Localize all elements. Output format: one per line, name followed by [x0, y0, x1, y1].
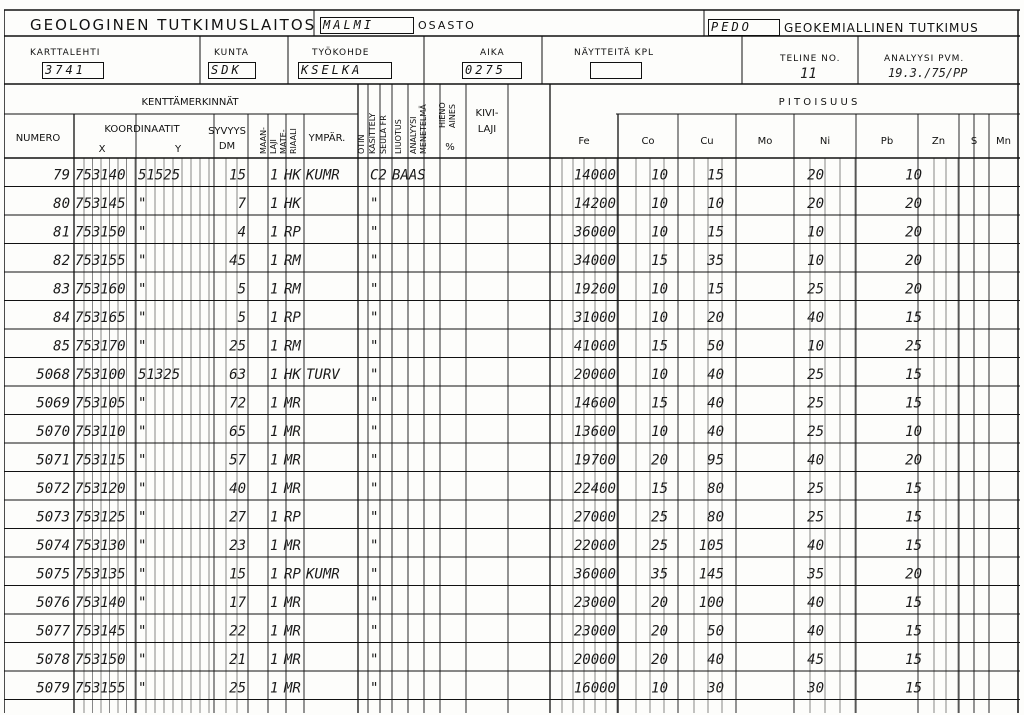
row-17-soil: 1 [270, 623, 279, 640]
analysis-date-value: 19.3./75/PP [888, 66, 968, 80]
row-17-x: 753145 [75, 623, 126, 640]
row-6-zn: 15 [905, 310, 922, 326]
row-12-x: 753120 [75, 481, 126, 497]
row-18-number: 5078 [36, 652, 70, 668]
work-site-label: TYÖKOHDE [312, 48, 370, 58]
row-6-sampler: " [370, 310, 379, 326]
row-10-number: 5070 [36, 424, 70, 440]
row-9-y: " [138, 395, 147, 412]
row-15-cu: 145 [698, 566, 724, 583]
row-17-y: " [138, 623, 147, 640]
geochemistry-form [4, 8, 1020, 713]
row-16-x: 753140 [75, 595, 126, 611]
row-5-sampler: " [370, 281, 379, 298]
row-1-cu: 15 [707, 167, 724, 184]
row-11-fe: 19700 [573, 452, 616, 469]
row-19-material: MR [284, 680, 301, 697]
row-12-soil: 1 [270, 481, 279, 497]
row-1-fe: 14000 [573, 167, 616, 184]
row-11-cu: 95 [707, 452, 724, 469]
row-5-x: 753160 [75, 281, 126, 298]
row-4-soil: 1 [270, 253, 279, 269]
row-3-y: " [138, 224, 147, 241]
sieve-header: SEULA FR [379, 115, 388, 154]
row-4-ni: 10 [807, 253, 824, 269]
row-13-soil: 1 [270, 509, 279, 526]
treatment-header: KÄSITTELY [368, 113, 377, 154]
element-header-fe: Fe [578, 136, 590, 147]
row-5-cu: 15 [707, 281, 724, 298]
row-12-number: 5072 [36, 481, 70, 497]
row-16-ni: 40 [807, 595, 824, 611]
row-6-fe: 31000 [573, 310, 616, 326]
fine-header-2: AINES [448, 104, 457, 128]
time-value: 0275 [462, 62, 522, 79]
row-18-sampler: " [370, 652, 379, 668]
row-10-material: MR [284, 424, 301, 440]
row-7-ni: 10 [807, 338, 824, 355]
element-header-ni: Ni [819, 136, 831, 147]
sampler-header: OTIN [357, 134, 366, 154]
analysis-header: ANALYYSI [409, 116, 418, 154]
row-12-material: MR [284, 481, 301, 497]
row-14-fe: 22000 [573, 538, 616, 554]
row-8-soil: 1 [270, 367, 279, 383]
row-1-treatment: BAAS [392, 167, 426, 184]
row-9-ni: 25 [807, 395, 824, 412]
row-7-co: 15 [651, 338, 668, 355]
row-9-material: MR [284, 395, 301, 412]
row-14-zn: 15 [905, 538, 922, 554]
row-5-material: RM [284, 281, 301, 298]
dissolution-header: LIUOTUS [394, 119, 403, 154]
depth-unit-header: DM [218, 141, 236, 152]
row-10-zn: 10 [905, 424, 922, 440]
time-label: AIKA [480, 48, 505, 58]
row-16-soil: 1 [270, 595, 279, 611]
row-19-y: " [138, 680, 147, 697]
row-5-y: " [138, 281, 147, 298]
row-7-fe: 41000 [573, 338, 616, 355]
row-12-cu: 80 [707, 481, 724, 497]
row-8-depth: 63 [229, 367, 246, 383]
row-16-depth: 17 [229, 595, 246, 611]
row-17-number: 5077 [36, 623, 70, 640]
row-9-depth: 72 [229, 395, 246, 412]
row-10-cu: 40 [707, 424, 724, 440]
row-12-y: " [138, 481, 147, 497]
row-18-material: MR [284, 652, 301, 668]
fine-header: HIENO [438, 102, 447, 128]
row-5-soil: 1 [270, 281, 279, 298]
row-6-co: 10 [651, 310, 668, 326]
element-header-mo: Mo [757, 136, 773, 147]
row-14-sampler: " [370, 538, 379, 554]
row-11-material: MR [284, 452, 301, 469]
row-10-ni: 25 [807, 424, 824, 440]
row-2-sampler: " [370, 196, 379, 212]
row-19-soil: 1 [270, 680, 279, 697]
row-17-ni: 40 [807, 623, 824, 640]
row-11-soil: 1 [270, 452, 279, 469]
row-12-sampler: " [370, 481, 379, 497]
number-header: NUMERO [15, 133, 61, 144]
row-15-fe: 36000 [573, 566, 616, 583]
row-9-fe: 14600 [573, 395, 616, 412]
row-12-depth: 40 [229, 481, 246, 497]
element-header-mn: Mn [996, 136, 1011, 147]
analysis-header-2: MENETELMÄ [419, 104, 428, 154]
row-19-cu: 30 [707, 680, 724, 697]
row-3-sampler: " [370, 224, 379, 241]
row-2-x: 753145 [75, 196, 126, 212]
row-13-co: 25 [651, 509, 668, 526]
row-17-zn: 15 [905, 623, 922, 640]
row-10-soil: 1 [270, 424, 279, 440]
row-7-soil: 1 [270, 338, 279, 355]
row-9-zn: 15 [905, 395, 922, 412]
rack-label: TELINE NO. [780, 54, 841, 64]
row-1-depth: 15 [229, 167, 246, 184]
row-8-ni: 25 [807, 367, 824, 383]
environment-header: YMPÄR. [308, 133, 346, 144]
row-13-ni: 25 [807, 509, 824, 526]
row-13-number: 5073 [36, 509, 70, 526]
row-15-ni: 35 [807, 566, 824, 583]
row-13-y: " [138, 509, 147, 526]
row-4-y: " [138, 253, 147, 269]
row-13-material: RP [284, 509, 301, 526]
row-8-fe: 20000 [573, 367, 616, 383]
row-16-material: MR [284, 595, 301, 611]
map-sheet-label: KARTTALEHTI [30, 48, 101, 58]
depth-header: SYVYYS [208, 126, 246, 137]
institute-title: GEOLOGINEN TUTKIMUSLAITOS [30, 16, 317, 34]
row-13-zn: 15 [905, 509, 922, 526]
row-18-cu: 40 [707, 652, 724, 668]
row-2-soil: 1 [270, 196, 279, 212]
concentrations-header: P I T O I S U U S [778, 97, 858, 108]
row-8-cu: 40 [707, 367, 724, 383]
row-11-depth: 57 [229, 452, 246, 469]
row-3-ni: 10 [807, 224, 824, 241]
row-15-co: 35 [651, 566, 668, 583]
row-11-x: 753115 [75, 452, 126, 469]
row-3-co: 10 [651, 224, 668, 241]
row-7-zn: 25 [905, 338, 922, 355]
soil-header-2: LAJI [269, 139, 278, 154]
coordinates-header: KOORDINAATIT [104, 124, 180, 135]
row-10-depth: 65 [229, 424, 246, 440]
rock-header: KIVI- [475, 108, 499, 119]
row-4-sampler: " [370, 253, 379, 269]
row-8-x: 753100 [75, 367, 126, 383]
row-18-y: " [138, 652, 147, 668]
row-2-ni: 20 [807, 196, 824, 212]
analysis-date-label: ANALYYSI PVM. [884, 54, 965, 64]
row-15-sampler: " [370, 566, 379, 583]
municipality-label: KUNTA [214, 48, 249, 58]
map-sheet-value: 3741 [42, 62, 104, 79]
row-15-zn: 20 [905, 566, 922, 583]
row-4-depth: 45 [229, 253, 246, 269]
row-19-x: 753155 [75, 680, 126, 697]
row-19-sampler: " [370, 680, 379, 697]
row-7-depth: 25 [229, 338, 246, 355]
row-7-number: 85 [53, 338, 70, 355]
material-header-2: RIAALI [289, 128, 298, 154]
row-13-depth: 27 [229, 509, 246, 526]
row-17-fe: 23000 [573, 623, 616, 640]
row-1-co: 10 [651, 167, 668, 184]
rack-value: 11 [800, 66, 817, 82]
row-5-number: 83 [53, 281, 70, 298]
row-1-zn: 10 [905, 167, 922, 184]
row-11-co: 20 [651, 452, 668, 469]
row-14-soil: 1 [270, 538, 279, 554]
row-16-co: 20 [651, 595, 668, 611]
row-9-sampler: " [370, 395, 379, 412]
row-17-material: MR [284, 623, 301, 640]
row-11-zn: 20 [905, 452, 922, 469]
row-9-number: 5069 [36, 395, 70, 412]
row-6-cu: 20 [707, 310, 724, 326]
row-11-number: 5071 [36, 452, 70, 469]
row-5-co: 10 [651, 281, 668, 298]
row-2-zn: 20 [905, 196, 922, 212]
element-header-s: S [970, 136, 978, 147]
row-4-zn: 20 [905, 253, 922, 269]
municipality-value: SDK [208, 62, 256, 79]
row-3-fe: 36000 [573, 224, 616, 241]
row-3-number: 81 [53, 224, 70, 241]
row-19-number: 5079 [36, 680, 70, 697]
row-13-sampler: " [370, 509, 379, 526]
row-1-environment: KUMR [306, 167, 340, 184]
row-19-depth: 25 [229, 680, 246, 697]
row-15-x: 753135 [75, 566, 126, 583]
row-11-sampler: " [370, 452, 379, 469]
row-18-fe: 20000 [573, 652, 616, 668]
row-4-co: 15 [651, 253, 668, 269]
row-2-y: " [138, 196, 147, 212]
department-box: MALMI [320, 17, 414, 34]
row-18-co: 20 [651, 652, 668, 668]
row-1-ni: 20 [807, 167, 824, 184]
soil-header: MAAN- [259, 127, 268, 154]
element-header-pb: Pb [880, 136, 894, 147]
row-10-x: 753110 [75, 424, 126, 440]
row-2-depth: 7 [237, 196, 246, 212]
geochem-box: PEDO [708, 19, 780, 36]
element-header-zn: Zn [931, 136, 946, 147]
row-12-fe: 22400 [573, 481, 616, 497]
row-2-co: 10 [651, 196, 668, 212]
row-7-material: RM [284, 338, 301, 355]
geochem-label: GEOKEMIALLINEN TUTKIMUS [784, 21, 979, 35]
row-5-ni: 25 [807, 281, 824, 298]
row-15-environment: KUMR [306, 566, 340, 583]
row-1-material: HK [284, 167, 301, 184]
row-16-cu: 100 [698, 595, 724, 611]
element-header-co: Co [641, 136, 655, 147]
row-2-cu: 10 [707, 196, 724, 212]
row-10-fe: 13600 [573, 424, 616, 440]
row-3-material: RP [284, 224, 301, 241]
row-6-x: 753165 [75, 310, 126, 326]
row-18-depth: 21 [229, 652, 246, 668]
row-1-x: 753140 [75, 167, 126, 184]
y-header: Y [174, 144, 182, 155]
row-17-co: 20 [651, 623, 668, 640]
row-1-number: 79 [53, 167, 70, 184]
row-16-y: " [138, 595, 147, 611]
row-4-cu: 35 [707, 253, 724, 269]
row-7-sampler: " [370, 338, 379, 355]
row-15-depth: 15 [229, 566, 246, 583]
row-16-number: 5076 [36, 595, 70, 611]
row-15-soil: 1 [270, 566, 279, 583]
row-7-x: 753170 [75, 338, 126, 355]
row-5-depth: 5 [237, 281, 246, 298]
row-10-co: 10 [651, 424, 668, 440]
row-13-cu: 80 [707, 509, 724, 526]
row-1-sampler: C2 [370, 167, 387, 184]
department-label: OSASTO [418, 19, 476, 32]
x-header: X [98, 144, 106, 155]
row-16-zn: 15 [905, 595, 922, 611]
row-16-fe: 23000 [573, 595, 616, 611]
samples-label: NÄYTTEITÄ KPL [574, 48, 655, 58]
row-8-y: 51325 [138, 367, 181, 383]
row-19-co: 10 [651, 680, 668, 697]
row-4-fe: 34000 [573, 253, 616, 269]
row-17-depth: 22 [229, 623, 246, 640]
row-6-y: " [138, 310, 147, 326]
row-8-co: 10 [651, 367, 668, 383]
row-9-cu: 40 [707, 395, 724, 412]
row-2-number: 80 [53, 196, 70, 212]
row-14-ni: 40 [807, 538, 824, 554]
row-6-soil: 1 [270, 310, 279, 326]
row-8-number: 5068 [36, 367, 70, 383]
row-3-soil: 1 [270, 224, 279, 241]
row-10-sampler: " [370, 424, 379, 440]
row-11-ni: 40 [807, 452, 824, 469]
data-table [4, 8, 1020, 713]
row-6-material: RP [284, 310, 301, 326]
work-site-value: KSELKA [298, 62, 392, 79]
row-14-number: 5074 [36, 538, 70, 554]
row-4-number: 82 [53, 253, 70, 269]
percent-header: % [445, 142, 455, 153]
row-13-x: 753125 [75, 509, 126, 526]
row-12-co: 15 [651, 481, 668, 497]
row-8-sampler: " [370, 367, 379, 383]
row-19-fe: 16000 [573, 680, 616, 697]
row-3-zn: 20 [905, 224, 922, 241]
row-4-x: 753155 [75, 253, 126, 269]
row-5-zn: 20 [905, 281, 922, 298]
row-1-y: 51525 [138, 167, 181, 184]
row-4-material: RM [284, 253, 301, 269]
row-8-zn: 15 [905, 367, 922, 383]
row-14-y: " [138, 538, 147, 554]
row-15-number: 5075 [36, 566, 70, 583]
row-8-material: HK [284, 367, 301, 383]
row-3-x: 753150 [75, 224, 126, 241]
row-14-depth: 23 [229, 538, 246, 554]
row-8-environment: TURV [306, 367, 340, 383]
row-15-material: RP [284, 566, 301, 583]
row-18-x: 753150 [75, 652, 126, 668]
row-6-number: 84 [53, 310, 70, 326]
row-3-cu: 15 [707, 224, 724, 241]
row-12-zn: 15 [905, 481, 922, 497]
row-13-fe: 27000 [573, 509, 616, 526]
row-10-y: " [138, 424, 147, 440]
row-12-ni: 25 [807, 481, 824, 497]
row-18-zn: 15 [905, 652, 922, 668]
row-18-soil: 1 [270, 652, 279, 668]
material-header: MATE- [279, 129, 288, 154]
field-notes-header: KENTTÄMERKINNÄT [141, 97, 239, 108]
row-19-zn: 15 [905, 680, 922, 697]
row-14-material: MR [284, 538, 301, 554]
row-15-y: " [138, 566, 147, 583]
row-14-cu: 105 [698, 538, 724, 554]
row-14-co: 25 [651, 538, 668, 554]
rock-header-2: LAJI [477, 124, 497, 135]
row-9-soil: 1 [270, 395, 279, 412]
row-14-x: 753130 [75, 538, 126, 554]
row-19-ni: 30 [807, 680, 824, 697]
row-3-depth: 4 [237, 224, 246, 241]
row-6-ni: 40 [807, 310, 824, 326]
row-17-cu: 50 [707, 623, 724, 640]
row-5-fe: 19200 [573, 281, 616, 298]
row-1-soil: 1 [270, 167, 279, 184]
row-18-ni: 45 [807, 652, 824, 668]
row-7-cu: 50 [707, 338, 724, 355]
row-2-fe: 14200 [573, 196, 616, 212]
row-9-x: 753105 [75, 395, 126, 412]
row-6-depth: 5 [237, 310, 246, 326]
row-9-co: 15 [651, 395, 668, 412]
element-header-cu: Cu [700, 136, 714, 147]
row-7-y: " [138, 338, 147, 355]
row-2-material: HK [284, 196, 301, 212]
row-16-sampler: " [370, 595, 379, 611]
row-17-sampler: " [370, 623, 379, 640]
row-11-y: " [138, 452, 147, 469]
